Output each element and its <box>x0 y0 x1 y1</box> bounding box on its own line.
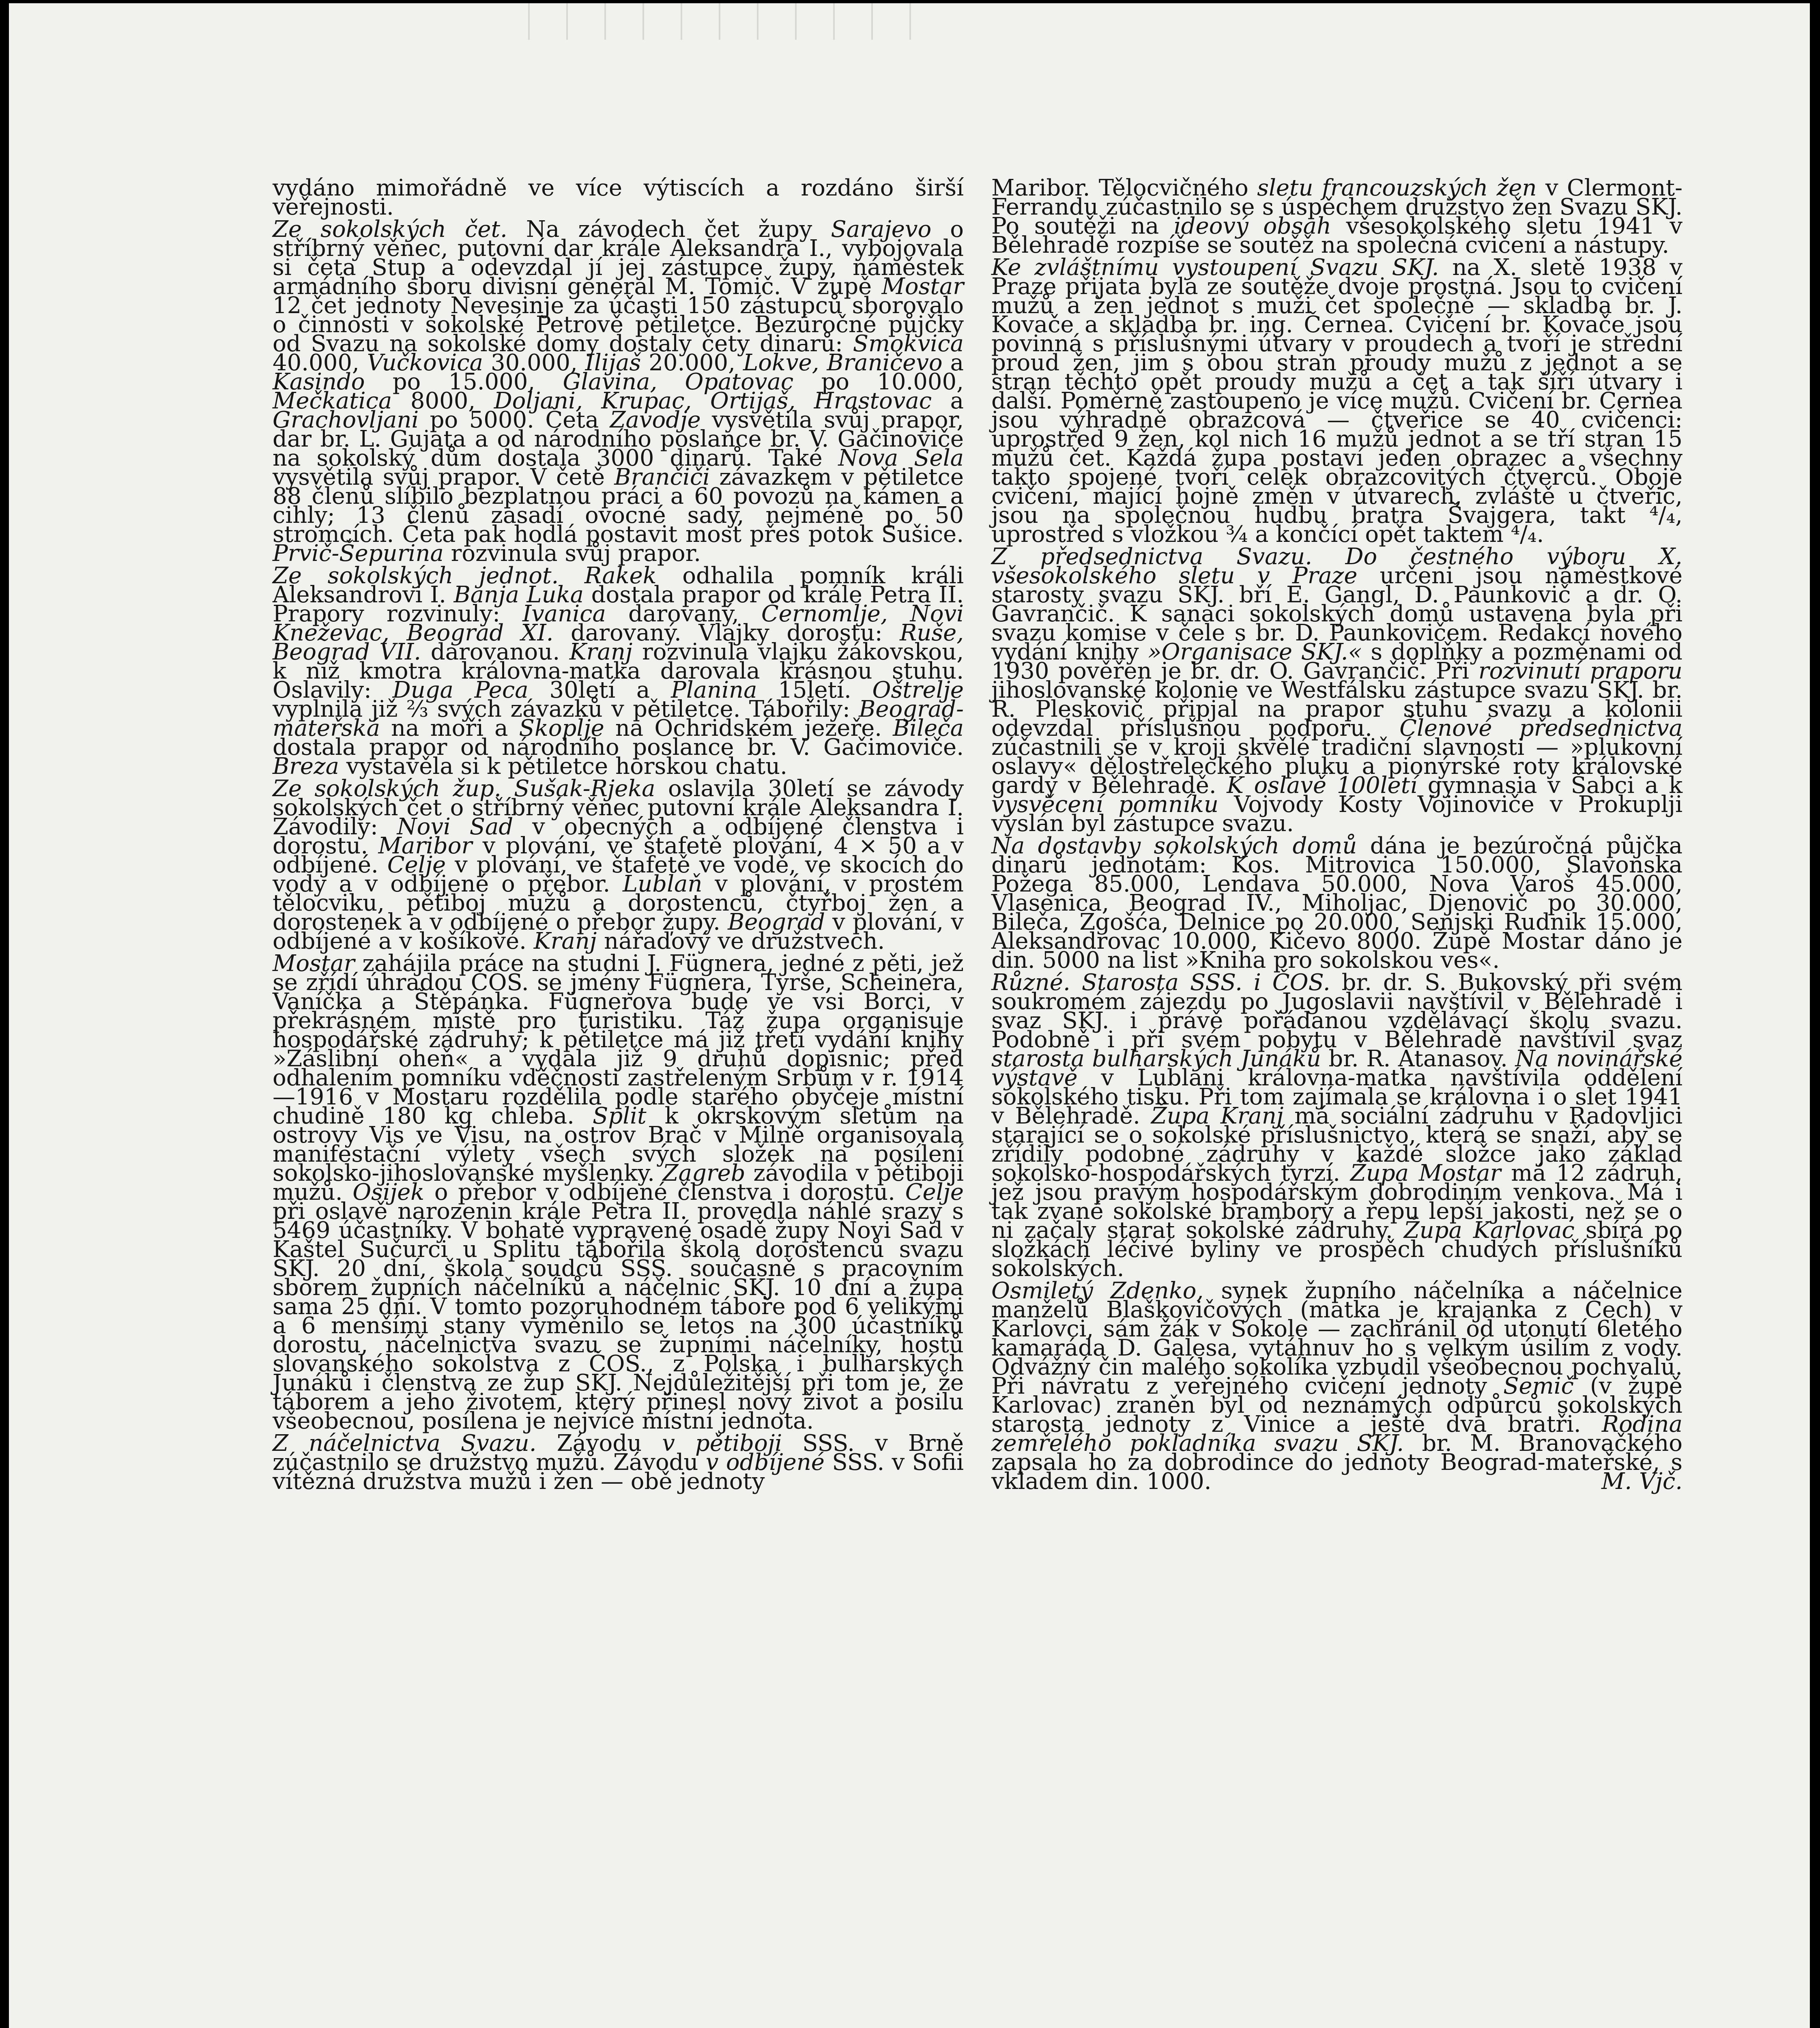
text-run: o přebor v odbíjené členstva i dorostu. <box>424 1179 905 1205</box>
text-run: sbírá po složkách léčivé byliny ve prospěch chudých příslušníků sokolských. <box>991 1217 1682 1282</box>
italic-text: Různé. Starosta SSS. i ČOS. <box>991 969 1330 996</box>
italic-text: Banja Luka <box>453 582 584 608</box>
paragraph <box>991 175 1682 258</box>
text-run: 12 čet jednoty Nevesinje za účasti 150 zástupců sborovalo o činnosti v sokolské Petrově pětiletce. Bezúročné půjčky od Svazu na sokolské domy dostaly čety dinarů: <box>273 292 964 357</box>
text-run: jihoslovanské kolonie ve Westfálsku zástupce svazu SKJ. br. R. Pleskovič připjal na prapor stuhu svazu a kolonii odevzdal příslušnou podporu. <box>991 677 1682 741</box>
text-run: při oslavě narozenin krále Petra II. provedla náhlé srazy s 5469 účastníky. V bohatě vypravené osadě župy Novi Sad v Kaštel Sučurci u Splitu tábořila škola dorostenců svazu SKJ. 20 dní, škola soudců SSS. současně s pracovním sborem župních náčelníků a náčelnic SKJ. 10 dní a župa sama 25 dní. V tomto pozoruhodném táboře pod 6 velikými a 6 menšími stany vyměnilo se letos na 300 účastníků dorostu, náčelnictva svazu se župními náčelníky, hostů slovanského sokolstva z ČOS., z Polska i bulharských Junáků i členstva ze žup SKJ. Nejdůležitější při tom je, že táborem a jeho životem, který přinesl nový život a posilu všeobecnou, posílena je nejvíce místní jednota. <box>273 1198 964 1434</box>
text-run: vysvětila svůj prapor. V četě <box>273 464 615 490</box>
paragraph <box>991 254 1682 548</box>
text-run: darovaný. Vlajky dorostu: <box>553 620 900 646</box>
text-run: dostala prapor od národního poslance br. V. Gačimoviče. <box>273 734 964 760</box>
text-run: k okrskovým sletům na ostrovy Vis ve Visu, na ostrov Brač v Milně organisovala manifestační výlety všech svých složek na posílení sokolsko-jihoslovanské myšlenky. <box>273 1103 964 1186</box>
italic-text: Ilijaš <box>585 350 641 376</box>
text-run: na Ochridském jezeře. <box>604 715 893 741</box>
italic-text: »Organisace SKJ.« <box>1147 639 1362 665</box>
italic-text: sletu francouzských žen <box>1257 175 1537 201</box>
text-run: rozvinula vlajku žákovskou, k níž kmotra královna-matka darovala krásnou stuhu. Oslavily: <box>273 639 964 703</box>
italic-text: Rakek <box>584 563 657 589</box>
italic-text: starosta bulharských Junáků <box>991 1046 1321 1072</box>
italic-text: Planina <box>671 677 757 703</box>
text-run: 30.000, <box>483 350 585 376</box>
text-run: s doplňky a pozměnami od 1930 pověřen je br. dr. O. Gavrančič. Při <box>991 639 1682 684</box>
text-run: (v župě Karlovac) zraněn byl od neznámých odpůrců sokolských starosta jednoty z Vinice a ještě dva bratři. <box>991 1373 1682 1437</box>
text-run: po 5000. Četa <box>419 407 610 433</box>
text-run: Vojvody Kosty Vojinoviče v Prokuplji vyslán byl zástupce svazu. <box>991 791 1682 837</box>
text-run: vystavěla si k pětiletce horskou chatu. <box>339 753 787 780</box>
text-run: závazkem v pětiletce 88 členů slíbilo bezplatnou práci a 60 povozů na kámen a cihly; 13 členů zasadí ovocné sady, nejméně po 50 stromcích. Četa pak hodlá postavit most přes potok Sušice. <box>273 464 964 548</box>
text-run: v Lublani královna-matka navštívila oddělení sokolského tisku. Při tom zajímala se královna i o slet 1941 v Bělehradě. <box>991 1065 1682 1129</box>
italic-text: Sarajevo <box>831 216 932 243</box>
paragraph <box>991 544 1683 837</box>
binding-mark <box>492 3 930 40</box>
text-run: po 10.000, <box>793 369 964 395</box>
italic-text: Ze sokolských jednot. <box>273 563 559 589</box>
text-run: na moři a <box>380 715 519 741</box>
italic-text: Zavodje <box>610 407 701 433</box>
text-run: určeni jsou náměstkové starosty svazu SKJ. bří E. Gangl, D. Paunkovič a dr. O. Gavrančič. K sanaci sokolských domů ustavena byla při svazu komise v čele s br. D. Paunkovičem. Redakcí nového vydání knihy <box>991 563 1682 665</box>
text-run: o stříbrný věnec, putovní dar krále Aleksandra I., vybojovala si četa Stup a odevzdal jí jej zástupce župy, náměstek armádního sboru divisní generál M. Tomič. V župě <box>273 216 964 300</box>
left-column <box>273 175 964 1495</box>
italic-text: Celje <box>387 852 446 878</box>
italic-text: Skoplje <box>519 715 604 741</box>
italic-text: Mečkatica <box>273 388 392 414</box>
italic-text: Smokvica <box>853 331 964 357</box>
italic-text: Lokve, Braničevo <box>743 350 943 376</box>
text-run: má sociální zádruhu v Radovljici starající se o sokolské příslušnictvo, která se snaží, aby se zřídily podobné zádruhy v každé složce jako základ sokolsko-hospodářských tvrzí. <box>991 1103 1683 1186</box>
text-run: v plování, v odbíjené a v košíkové. <box>273 909 964 954</box>
text-run: odhalila pomník králi Aleksandrovi I. <box>273 563 964 608</box>
text-run: synek župního náčelníka a náčelnice manželů Blaškovičových (matka je krajanka z Čech) v Karlovci, sám žák v Sokole — zachránil od utonutí 6letého kamaráda D. Galesa, vytáhnuv ho s velkým úsilím z vody. Odvážný čin malého sokolíka vzbudil všeobecnou pochvalu. Při návratu z veřejného cvičení jednoty <box>991 1278 1682 1399</box>
italic-text: Mostar <box>881 273 964 300</box>
italic-text: Členové předsednictva <box>1399 715 1682 741</box>
paragraph <box>273 216 964 567</box>
text-run: br. dr. S. Bukovský při svém soukromém zájezdu po Jugoslavii navštívil v Bělehradě i svaz SKJ. i právě pořádanou vzdělávací školu svazu. Podobně i při svém pobytu v Bělehradě navštívil svaz <box>991 969 1682 1053</box>
text-run: darovanou. <box>421 639 569 665</box>
text-run: SSS. v Brně zúčastnilo se družstvo mužů. Závodu <box>273 1430 964 1476</box>
paragraph <box>991 969 1683 1282</box>
text-run: gymnasia v Šabci a k <box>1417 772 1683 799</box>
italic-text: Novi Sad <box>397 814 514 840</box>
italic-text: Glavina, Opatovac <box>563 369 794 395</box>
text-run: rozvinula svůj prapor. <box>443 540 701 567</box>
italic-text: Černomlje, Novi Kneževac, Beograd XI. <box>273 601 964 646</box>
italic-text: Nova Sela <box>838 445 964 471</box>
text-run: vyplnila již ⅔ svých závazků v pětiletce. Tábořily: <box>273 696 859 722</box>
text-run: dána je bezúročná půjčka dinarů jednotám: Kos. Mitrovica 150.000, Slavonska Požega 85.000, Lendava 50.000, Nova Varoš 45.000, Vlasenica, Beograd IV., Miholjac, Djenovič po 30.000, Bileča, Zgošća, Delnice po 20.000, Senjski Rudnik 15.000, Aleksandrovac 10.000, Kičevo 8000. Župě Mostar dáno je din. 5000 na list »Kniha pro sokolskou ves«. <box>991 833 1682 973</box>
italic-text: Semič <box>1503 1373 1574 1399</box>
italic-text: Maribor <box>378 833 473 859</box>
text-run: 40.000, <box>273 350 367 376</box>
text-run: Maribor. Tělocvičného <box>991 175 1257 201</box>
italic-text: Lublaň <box>623 871 703 897</box>
italic-text: Z předsednictva Svazu. Do čestného výboru X. všesokolského sletu v Praze <box>991 544 1682 589</box>
italic-text: Ke zvláštnímu vystoupení Svazu SKJ. <box>991 254 1439 281</box>
text-run: darovaný, <box>606 601 761 627</box>
text-run: vydáno mimořádně ve více výtiscích a rozdáno širší veřejnosti. <box>273 175 964 220</box>
italic-text: Župa Mostar <box>1350 1160 1501 1186</box>
text-run: dostala prapor od krále Petra II. Prapory rozvinuly: <box>273 582 964 627</box>
italic-text: Bileča <box>893 715 964 741</box>
author-signature: M. Vjč. <box>1601 1468 1682 1495</box>
paragraph <box>991 1278 1682 1495</box>
paragraph <box>273 1430 964 1495</box>
text-run: zahájila práce na studni J. Fügnera, jedné z pěti, jež se zřídí úhradou ČOS. se jmény Fügnera, Tyrše, Scheinera, Vaníčka a Štěpánka. Fügnerova bude ve vsi Borci, v překrásném místě pro turistiku. Táž župa organisuje hospodářské zádruhy; k pětiletce má již třetí vydání knihy »Záslibní oheň« a vydala již 9 druhů dopisnic; před odhalením pomníku vděčnosti zastřeleným Srbům v r. 1914—1916 v Mostaru rozdělila podle starého obyčeje místní chudině 180 kg chleba. <box>273 950 964 1129</box>
italic-text: Ivanica <box>522 601 606 627</box>
italic-text: Ze sokolských čet. <box>273 216 507 243</box>
italic-text: Brančiči <box>614 464 710 490</box>
text-run: v Clermont-Ferrandu zúčastnilo se s úspěchem družstvo žen Svazu SKJ. Po soutěži na <box>991 175 1682 239</box>
text-run: v plování, ve štafetě plování, 4 × 50 a v odbíjené. <box>273 833 964 878</box>
text-run: 20.000, <box>641 350 743 376</box>
italic-text: Zagreb <box>662 1160 746 1186</box>
italic-text: Kranj <box>533 928 597 954</box>
text-run: Závodu <box>536 1430 662 1457</box>
text-run: SSS. v Sofii vítězná družstva mužů i žen — obě jednoty <box>273 1449 964 1495</box>
text-run: 15letí. <box>757 677 872 703</box>
text-run: zúčastnili se v kroji skvělé tradiční slavnosti — »plukovní oslavy« dělostřeleckého pluku a pionýrské roty královské gardy v Bělehradě. <box>991 734 1682 799</box>
italic-text: Beograd <box>728 909 825 935</box>
text-run: a <box>932 388 964 414</box>
italic-text: Na novinářské výstavě <box>991 1046 1682 1091</box>
text-run: v plování, v prostém tělocviku, pětiboj mužů a dorostenců, čtyřboj žen a dorostenek a v odbíjené o přebor župy. <box>273 871 964 935</box>
text-run: na X. sletě 1938 v Praze přijata byla ze soutěže dvoje prostná. Jsou to cvičení mužů a žen jednot s muži čet společně — skladba br. J. Kovače a skladba br. ing. Černea. Cvičení br. Kovače jsou povinná s příslušnými útvary v proudech a tvoří je střední proud žen, jim s obou stran proudy mužů z jednot a se stran těchto opět proudy mužů a čet a tak šíří útvary i další. Poměrně zastoupeno je více mužů. Cvičení br. Černea jsou výhradně obrazcová — čtveřice se 40 cvičenci: uprostřed 9 žen, kol nich 16 mužů jednot a se tří stran 15 mužů čet. Každá župa postaví jeden obrazec a všechny takto spojené tvoří celek obrazcovitých čtverců. Oboje cvičení, mající hojně změn v útvarech, zvláště u čtveřic, jsou na společnou hudbu bratra Švajgera, takt ⁴/₄, uprostřed s vložkou ¾ a končící opět taktem ⁴/₄. <box>991 254 1682 548</box>
italic-text: v pětiboji <box>662 1430 782 1457</box>
italic-text: Kranj <box>569 639 633 665</box>
italic-text: Župa Kranj <box>1151 1103 1284 1129</box>
paragraph <box>273 776 964 954</box>
paragraph <box>273 175 964 220</box>
italic-text: Mostar <box>273 950 355 977</box>
text-run: 8000, <box>392 388 494 414</box>
italic-text: Vučkovica <box>367 350 483 376</box>
italic-text: Split <box>593 1103 647 1129</box>
italic-text: Duga Peca <box>392 677 529 703</box>
italic-text: vysvěcení pomníku <box>991 791 1219 818</box>
text-run: má 12 zádruh, jež jsou pravým hospodářským dobrodiním venkova. Má i tak zvané sokolské brambory a řepu lepší jakosti, než se o ni začaly starat sokolské zádruhy. <box>991 1160 1683 1244</box>
italic-text: Grachovljani <box>273 407 419 433</box>
text-run: br. M. Branovačkého zapsala ho za dobrodince do jednoty Beograd-mateřské, s vkladem din. 1000. <box>991 1430 1682 1495</box>
text-run: oslavila 30letí se závody sokolských čet o stříbrný věnec putovní krále Aleksandra I. Závodily: <box>273 776 964 840</box>
italic-text: Na dostavby sokolských domů <box>991 833 1357 859</box>
text-run: v obecných a odbíjené členstva i dorostu. <box>273 814 964 859</box>
italic-text: ideový obsah <box>1173 213 1332 239</box>
book-page <box>9 3 1810 2028</box>
italic-text: Ruše, Beograd VII. <box>273 620 964 665</box>
italic-text: Doljani, Krupac, Ortijaš, Hrastovac <box>494 388 932 414</box>
italic-text: Rodina zemřelého pokladníka svazu SKJ. <box>991 1411 1682 1457</box>
text-run: Na závodech čet župy <box>507 216 831 243</box>
paragraph <box>273 950 964 1434</box>
italic-text: Kasindo <box>273 369 365 395</box>
text-run: a <box>942 350 964 376</box>
italic-text: Osmiletý Zdenko, <box>991 1278 1204 1304</box>
paragraph <box>991 833 1682 973</box>
italic-text: v odbíjené <box>705 1449 825 1476</box>
italic-text: Sušak-Rjeka <box>514 776 655 802</box>
text-run: vysvětila svůj prapor, dar br. L. Gujata a od národního poslance br. V. Gačinoviče na sokolský dům dostala 3000 dinarů. Také <box>273 407 964 471</box>
paragraph <box>273 563 964 780</box>
italic-text: rozvinutí praporu <box>1478 658 1682 684</box>
italic-text: Z náčelnictva Svazu. <box>273 1430 537 1457</box>
text-run: všesokolského sletu 1941 v Bělehradě rozpíše se soutěž na společná cvičení a nástupy. <box>991 213 1682 258</box>
text-run: po 15.000, <box>365 369 563 395</box>
italic-text: Oštrelje <box>872 677 964 703</box>
italic-text: Ze sokolských žup. <box>273 776 501 802</box>
text-run: v plování, ve štafetě ve vodě, ve skocích do vody a v odbíjené o přebor. <box>273 852 964 897</box>
italic-text: Župa Karlovac <box>1403 1217 1575 1244</box>
right-column <box>991 175 1683 1495</box>
text-run: 30letí a <box>528 677 671 703</box>
italic-text: K oslavě 100letí <box>1227 772 1418 799</box>
text-run: závodila v pětiboji mužů. <box>273 1160 964 1205</box>
text-run: nářaďový ve družstvech. <box>597 928 885 954</box>
italic-text: Prvič-Šepurina <box>273 540 444 567</box>
italic-text: Celje <box>905 1179 964 1205</box>
italic-text: Breza <box>273 753 339 780</box>
text-run: br. R. Atanasov. <box>1321 1046 1515 1072</box>
italic-text: Beograd-mateřská <box>273 696 964 741</box>
italic-text: Osijek <box>352 1179 425 1205</box>
